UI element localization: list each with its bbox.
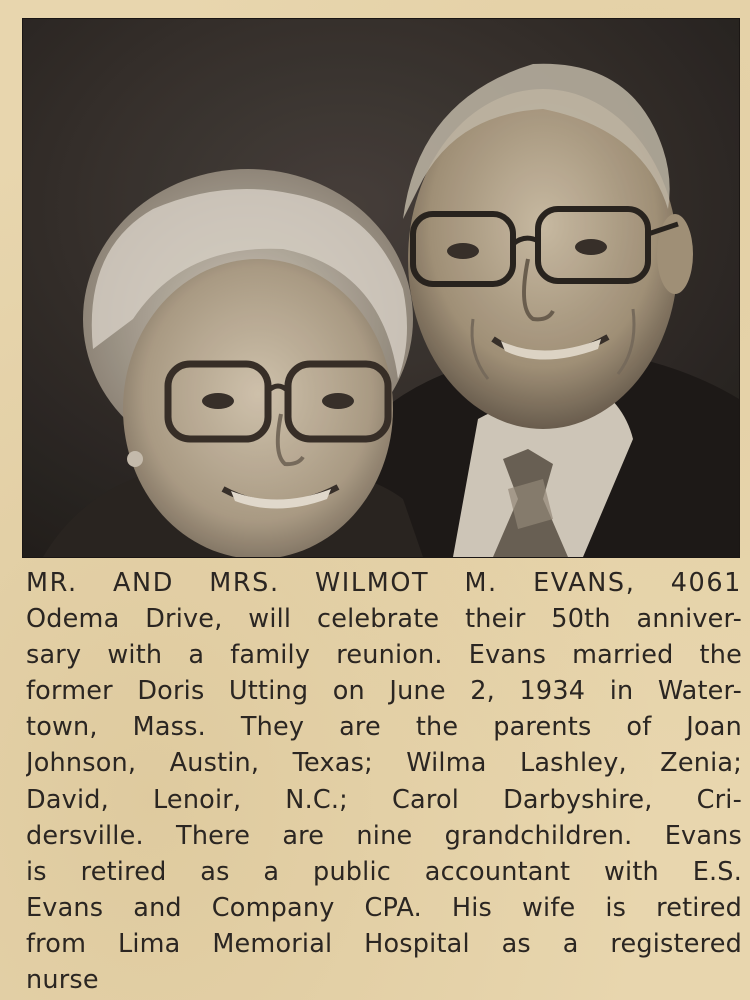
- couple-photo-image: [23, 19, 739, 557]
- caption-line: is retired as a public accountant with E.S.: [26, 856, 742, 887]
- caption-line: dersville. There are nine grandchildren. Evans: [26, 820, 742, 851]
- caption-line: David, Lenoir, N.C.; Carol Darbyshire, Cri-: [26, 784, 742, 815]
- caption-line: Odema Drive, will celebrate their 50th anniver-: [26, 604, 742, 635]
- caption-line: from Lima Memorial Hospital as a registered: [26, 928, 742, 959]
- caption-line: former Doris Utting on June 2, 1934 in Water-: [26, 676, 742, 707]
- caption-line: nurse: [26, 965, 99, 996]
- caption-line: sary with a family reunion. Evans married the: [26, 640, 742, 671]
- couple-photo: [22, 18, 740, 558]
- caption-line: Johnson, Austin, Texas; Wilma Lashley, Zenia;: [26, 748, 742, 779]
- caption-text: [26, 565, 742, 997]
- caption-line: town, Mass. They are the parents of Joan: [26, 712, 742, 743]
- caption-line: Evans and Company CPA. His wife is retired: [26, 892, 742, 923]
- caption-line: MR. AND MRS. WILMOT M. EVANS, 4061: [26, 568, 742, 598]
